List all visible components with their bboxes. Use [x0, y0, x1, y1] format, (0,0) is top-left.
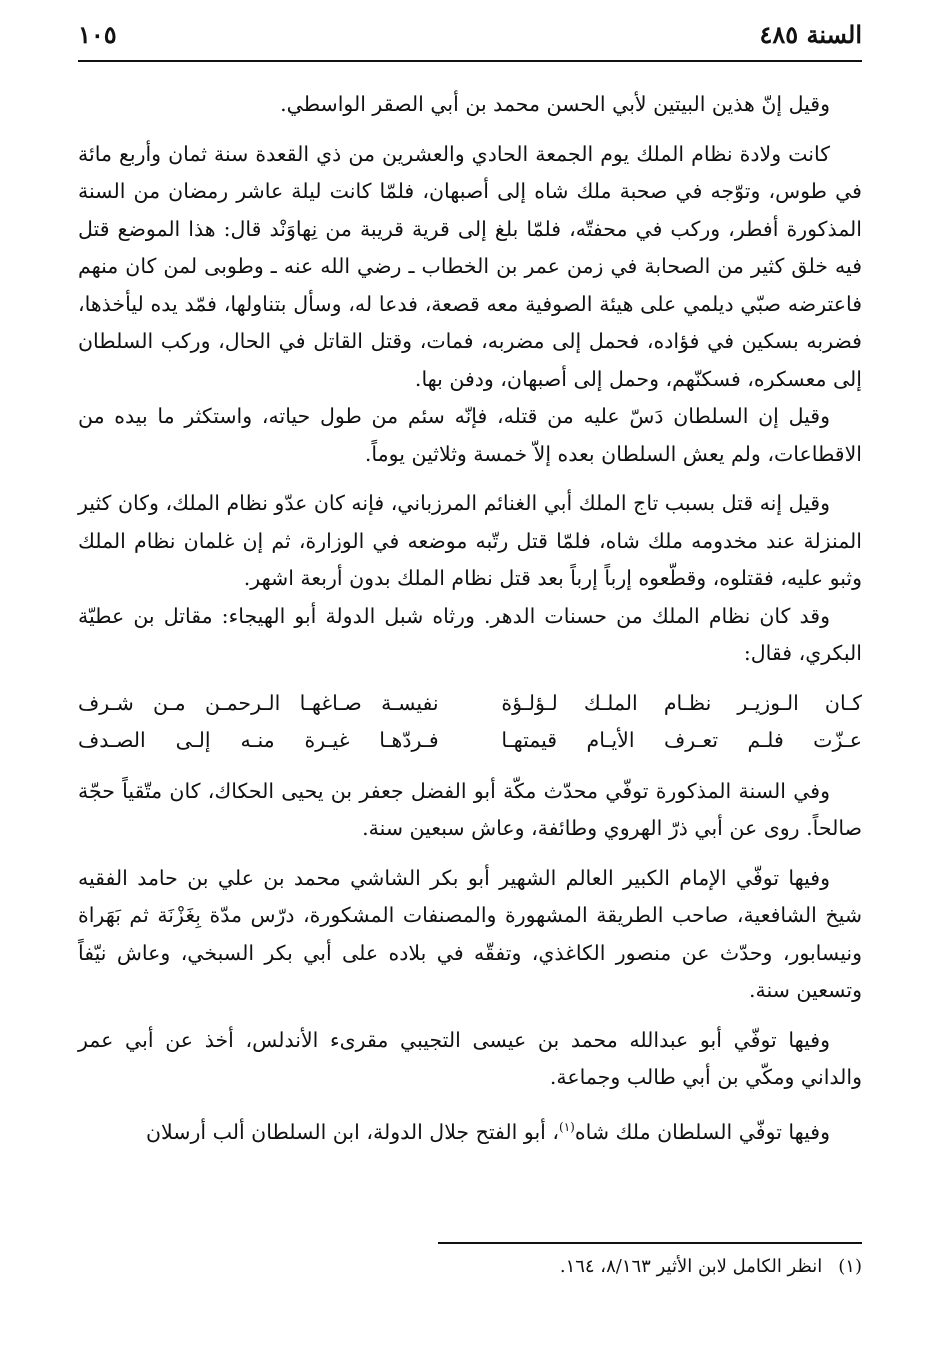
running-header — [78, 18, 862, 62]
poem-verse — [78, 722, 862, 759]
poem-verse — [78, 685, 862, 722]
poem-hemistich-left: فـردّهـا غيـرة منـه إلـى الصـدف — [78, 727, 439, 752]
footnote-number: (١) — [838, 1256, 862, 1277]
paragraph-text: ، أبو الفتح جلال الدولة، ابن السلطان ألب أرسلان — [146, 1119, 559, 1144]
poem — [78, 685, 862, 759]
footnote-text: انظر الكامل لابن الأثير ٨/١٦٣، ١٦٤. — [559, 1256, 823, 1277]
poem-hemistich-right: عـزّت فلـم تعـرف الأيـام قيمتهـا — [501, 727, 862, 752]
paragraph: وقيل إنه قتل بسبب تاج الملك أبي الغنائم المرزباني، فإنه كان عدّو نظام الملك، وكان كثير المنزلة عند مخدومه ملك شاه، فلمّا قتل رتّبه موضعه في الوزارة، ثم إن غلمان نظام الملك وثبو عليه، فقتلوه، وقطّعوه إرباً إرباً بعد قتل نظام الملك بدون أربعة اشهر. — [78, 491, 862, 590]
paragraph-text: وفيها توفّي السلطان ملك شاه — [574, 1119, 830, 1144]
paragraph: وفي السنة المذكورة توفّي محدّث مكّة أبو الفضل جعفر بن يحيى الحكاك، كان متّقياً حجّة صالحاً. روى عن أبي ذرّ الهروي وطائفة، وعاش سبعين سنة. — [78, 778, 862, 840]
main-text — [78, 86, 862, 1163]
footnote — [78, 1256, 862, 1277]
paragraph: وقيل إنّ هذين البيتين لأبي الحسن محمد بن أبي الصقر الواسطي. — [280, 92, 830, 116]
footnote-reference[interactable]: (١) — [559, 1119, 575, 1134]
paragraph — [78, 1109, 862, 1151]
paragraph: وفيها توفّي أبو عبدالله محمد بن عيسى التجيبي مقرىء الأندلس، أخذ عن أبي عمر والداني ومكّي بن أبي طالب وجماعة. — [78, 1027, 862, 1089]
poem-hemistich-left: نفيسـة صـاغهـا الـرحمـن مـن شـرف — [78, 690, 439, 715]
page-number: ١٠٥ — [78, 20, 117, 49]
paragraph: وقيل إن السلطان دَسّ عليه من قتله، فإنّه سئم من طول حياته، واستكثر ما بيده من الاقطاعات، ولم يعش السلطان بعده إلاّ خمسة وثلاثين يوماً. — [78, 404, 862, 466]
paragraph: وفيها توفّي الإمام الكبير العالم الشهير أبو بكر الشاشي محمد بن علي بن حامد الفقيه شيخ الشافعية، صاحب الطريقة المشهورة والمصنفات المشكورة، درّس مدّة بِغَزْنَة ثم بَهَراة ونيسابور، وحدّث عن منصور الكاغذي، وتفقّه في بلاده على أبي بكر السبخي، وعاش نيّفاً وتسعين سنة. — [78, 865, 862, 1002]
book-page — [78, 18, 862, 1338]
paragraph: كانت ولادة نظام الملك يوم الجمعة الحادي والعشرين من ذي القعدة سنة ثمان وأربع مائة في طوس، وتوّجه في صحبة ملك شاه إلى أصبهان، فلمّا كانت ليلة عاشر رمضان من السنة المذكورة أفطر، وركب في محفتّه، فلمّا بلغ إلى قرية قريبة من نِهاوَنْد قال: هذا الموضع قتل فيه خلق كثير من الصحابة في زمن عمر بن الخطاب ـ رضي الله عنه ـ وطوبى لمن كان منهم فاعترضه صبّي ديلمي على هيئة الصوفية معه قصعة، فدعا له، وسأل بتناولها، فمّد يده ليأخذها، فضربه بسكين في فؤاده، فحمل إلى مضربه، فمات، وقتل القاتل في الحال، وركب السلطان إلى معسكره، فسكنّهم، وحمل إلى أصبهان، ودفن بها. — [78, 141, 863, 391]
poem-hemistich-right: كـان الـوزيـر نظـام الملـك لـؤلـؤة — [501, 690, 862, 715]
header-year-title: السنة ٤٨٥ — [759, 20, 862, 49]
footnote-divider — [438, 1242, 862, 1244]
paragraph: وقد كان نظام الملك من حسنات الدهر. ورثاه شبل الدولة أبو الهيجاء: مقاتل بن عطيّة البكري، فقال: — [78, 603, 862, 665]
